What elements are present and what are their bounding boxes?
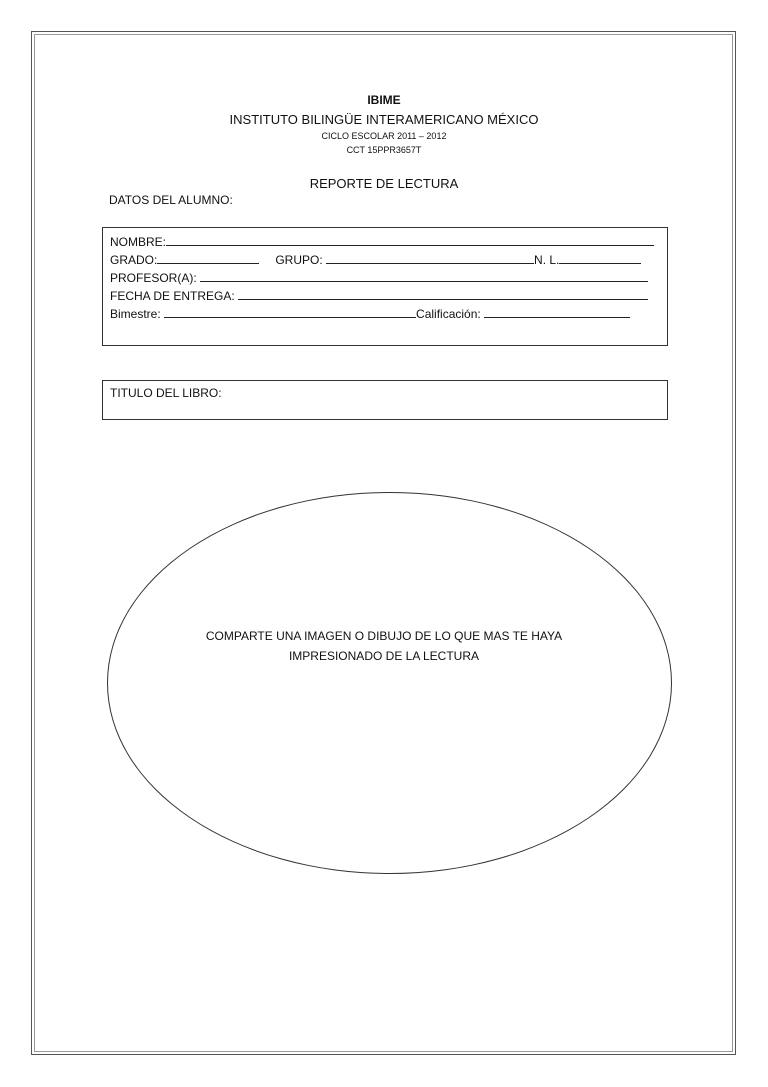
- fecha-row: [110, 288, 648, 303]
- school-full-name: INSTITUTO BILINGÜE INTERAMERICANO MÉXICO: [229, 112, 539, 127]
- calificacion-label: Calificación:: [416, 307, 481, 321]
- book-title-box[interactable]: [102, 380, 668, 420]
- profesor-field[interactable]: [200, 270, 648, 282]
- drawing-area-ellipse[interactable]: [107, 492, 672, 874]
- profesor-row: [110, 270, 648, 285]
- bimestre-row: [110, 306, 630, 321]
- drawing-instruction-line1: COMPARTE UNA IMAGEN O DIBUJO DE LO QUE MAS TE HAYA: [205, 629, 563, 643]
- grupo-field[interactable]: [326, 252, 534, 264]
- report-title: REPORTE DE LECTURA: [309, 176, 459, 191]
- calificacion-field[interactable]: [484, 306, 630, 318]
- student-section-label: DATOS DEL ALUMNO:: [109, 193, 233, 207]
- school-cct: CCT 15PPR3657T: [346, 145, 422, 155]
- school-short-name: IBIME: [367, 93, 401, 107]
- grado-label: GRADO:: [110, 253, 158, 267]
- bimestre-field[interactable]: [164, 306, 416, 318]
- nombre-label: NOMBRE:: [110, 235, 167, 249]
- nombre-row: [110, 234, 654, 249]
- nl-field[interactable]: [559, 252, 641, 264]
- school-cycle: CICLO ESCOLAR 2011 – 2012: [321, 131, 447, 141]
- student-data-box: [102, 227, 668, 346]
- nombre-field[interactable]: [166, 234, 654, 246]
- drawing-instruction-line2: IMPRESIONADO DE LA LECTURA: [288, 649, 480, 663]
- fecha-field[interactable]: [238, 288, 648, 300]
- bimestre-label: Bimestre:: [110, 307, 161, 321]
- grado-field[interactable]: [157, 252, 259, 264]
- grupo-label: GRUPO:: [275, 253, 323, 267]
- profesor-label: PROFESOR(A):: [110, 271, 197, 285]
- book-title-label: TITULO DEL LIBRO:: [110, 386, 222, 400]
- nl-label: N. L.: [534, 253, 560, 267]
- fecha-label: FECHA DE ENTREGA:: [110, 289, 235, 303]
- grado-row: [110, 252, 641, 267]
